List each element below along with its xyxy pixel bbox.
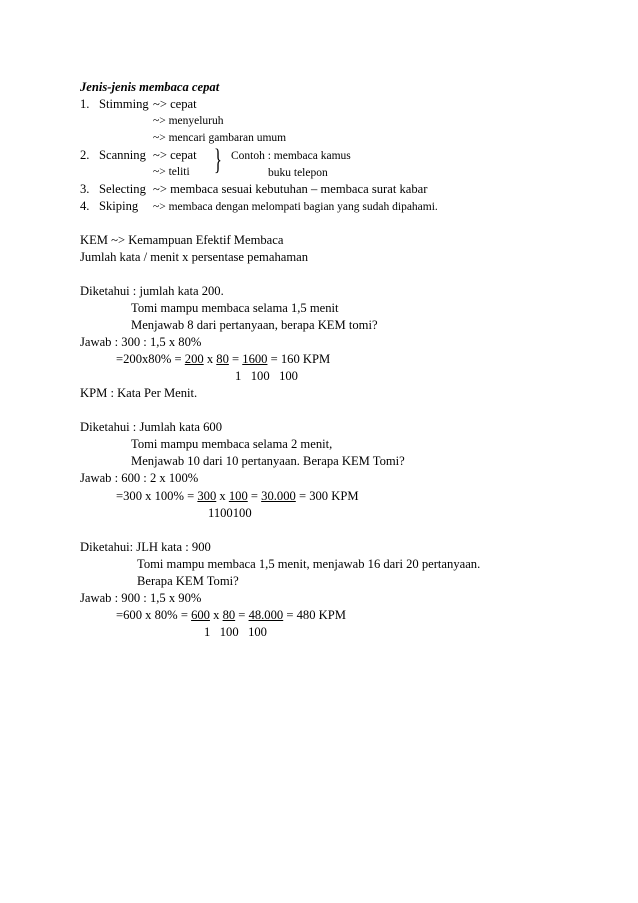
list-term-selecting: Selecting [99, 182, 146, 196]
list-desc: ~> membaca sesuai kebutuhan – membaca surat kabar [153, 182, 428, 196]
list-desc: ~> cepat [153, 148, 197, 162]
list-desc: ~> cepat [153, 97, 197, 111]
list-desc: ~> membaca dengan melompati bagian yang sudah dipahami. [153, 201, 438, 213]
example2-denominators: 1100100 [208, 506, 252, 520]
example1-given: Diketahui : jumlah kata 200. [80, 284, 224, 298]
example2-line: Menjawab 10 dari 10 pertanyaan. Berapa KEM Tomi? [131, 454, 405, 468]
example3-calculation: =600 x 80% = 600 x 80 = 48.000 = 480 KPM [116, 608, 346, 622]
list-desc: ~> menyeluruh [153, 115, 224, 127]
example2-answer: Jawab : 600 : 2 x 100% [80, 471, 199, 485]
right-brace-icon: } [214, 143, 222, 176]
list-desc: ~> teliti [153, 166, 190, 178]
kem-formula: Jumlah kata / menit x persentase pemahaman [80, 250, 309, 264]
example1-calculation: =200x80% = 200 x 80 = 1600 = 160 KPM [116, 352, 331, 366]
example2-line: Tomi mampu membaca selama 2 menit, [131, 437, 333, 451]
example2-calculation: =300 x 100% = 300 x 100 = 30.000 = 300 KPM [116, 489, 359, 503]
example-text: Contoh : membaca kamus [231, 150, 351, 162]
example3-line: Berapa KEM Tomi? [137, 574, 239, 588]
example3-given: Diketahui: JLH kata : 900 [80, 540, 211, 554]
list-number-1: 1. [80, 97, 90, 111]
list-desc: ~> mencari gambaran umum [153, 132, 287, 144]
list-term-skiping: Skiping [99, 199, 139, 213]
example-text: buku telepon [268, 167, 328, 179]
list-number-2: 2. [80, 148, 90, 162]
example3-denominators: 1 100 100 [204, 625, 267, 639]
list-term-stimming: Stimming [99, 97, 149, 111]
example3-answer: Jawab : 900 : 1,5 x 90% [80, 591, 202, 605]
example2-given: Diketahui : Jumlah kata 600 [80, 420, 222, 434]
list-number-4: 4. [80, 199, 90, 213]
kpm-definition: KPM : Kata Per Menit. [80, 386, 198, 400]
list-term-scanning: Scanning [99, 148, 146, 162]
example1-denominators: 1 100 100 [235, 369, 298, 383]
kem-definition: KEM ~> Kemampuan Efektif Membaca [80, 233, 284, 247]
example1-line: Tomi mampu membaca selama 1,5 menit [131, 301, 339, 315]
example1-line: Menjawab 8 dari pertanyaan, berapa KEM tomi? [131, 318, 378, 332]
page-title: Jenis-jenis membaca cepat [80, 80, 220, 94]
example3-line: Tomi mampu membaca 1,5 menit, menjawab 16 dari 20 pertanyaan. [137, 557, 481, 571]
list-number-3: 3. [80, 182, 90, 196]
example1-answer: Jawab : 300 : 1,5 x 80% [80, 335, 202, 349]
